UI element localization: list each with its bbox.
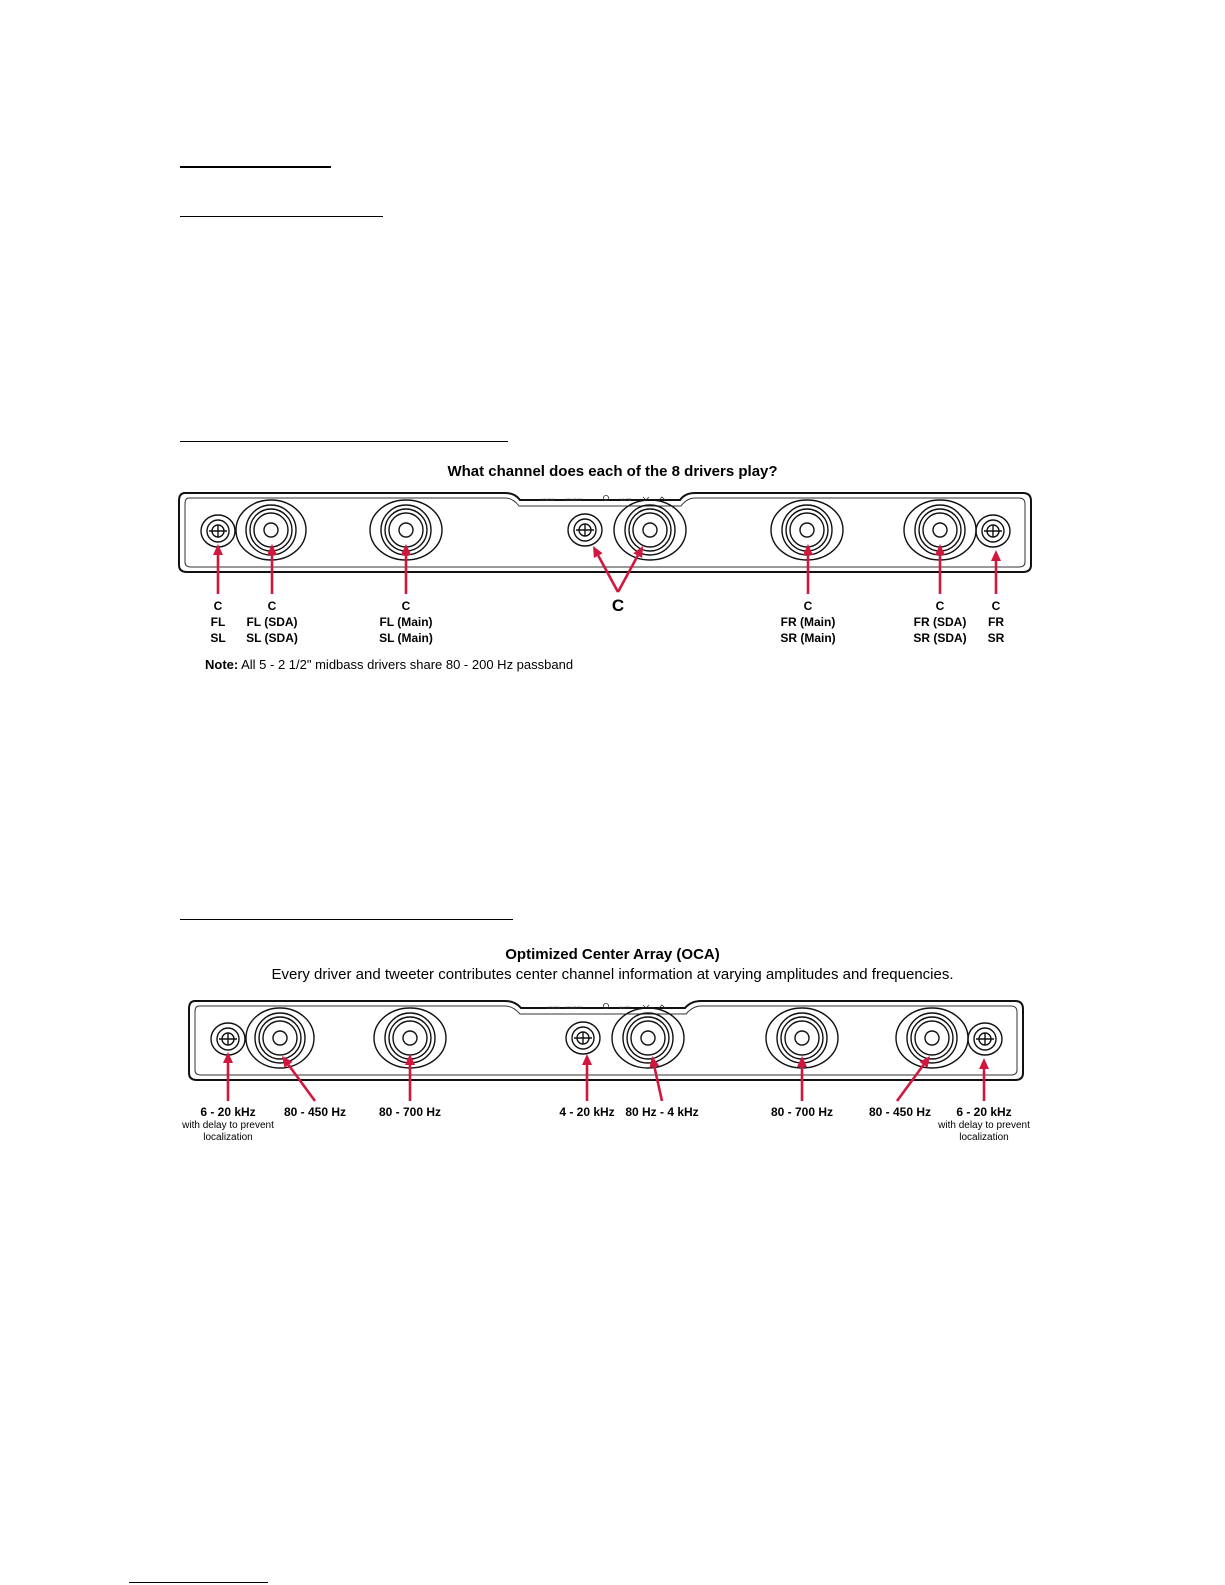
panel-label: LEARN	[547, 1005, 561, 1010]
label-tweeter-center: 4 - 20 kHz	[559, 1105, 615, 1119]
diagram2-arrows	[185, 1046, 1045, 1106]
panel-label: LEARN	[541, 497, 555, 502]
arrow-tweeter-right-2	[979, 1058, 989, 1101]
label-driver-fr-sda: C FR (SDA) SR (SDA)	[913, 599, 967, 645]
arrow-center-tweeter	[593, 546, 618, 592]
diagram1-title: What channel does each of the 8 drivers play?	[447, 463, 778, 480]
heading-rule-3	[180, 441, 508, 442]
diagram2-title: Optimized Center Array (OCA)	[505, 946, 720, 963]
arrow-tweeter-left-2	[223, 1052, 233, 1101]
arrow-center-woofer	[618, 546, 643, 592]
arrow-driver-7	[897, 1056, 930, 1101]
arrow-tweeter-left	[213, 544, 223, 594]
footer-link-rule	[129, 1582, 268, 1583]
panel-label: MUTE	[619, 1005, 631, 1010]
arrow-driver-3	[405, 1054, 415, 1101]
label-tweeter-right-2: 6 - 20 kHz with delay to prevent localization	[938, 1105, 1030, 1143]
panel-label: SOURCE	[565, 1005, 583, 1010]
arrow-driver-fr-main	[803, 544, 813, 594]
label-driver-6: 80 - 700 Hz	[770, 1105, 834, 1119]
arrow-driver-6	[797, 1056, 807, 1101]
label-driver-fl-main: C FL (Main) SL (Main)	[379, 599, 433, 645]
arrow-driver-center	[650, 1056, 662, 1101]
panel-label: MUTE	[620, 497, 632, 502]
label-driver-fr-main: C FR (Main) SR (Main)	[780, 599, 836, 645]
label-driver-3: 80 - 700 Hz	[378, 1105, 442, 1119]
label-driver-fl-sda: C FL (SDA) SL (SDA)	[246, 599, 298, 645]
label-driver-7: 80 - 450 Hz	[868, 1105, 932, 1119]
diagram2-subtitle: Every driver and tweeter contributes center channel information at varying amplitudes and frequencies.	[271, 966, 954, 983]
diagram1-note: Note: All 5 - 2 1/2" midbass drivers share 80 - 200 Hz passband	[205, 657, 574, 672]
label-center: C	[611, 596, 625, 615]
heading-rule-1	[180, 166, 331, 168]
label-driver-center: 80 Hz - 4 kHz	[625, 1105, 699, 1119]
arrow-tweeter-right	[991, 550, 1001, 594]
panel-label: SOURCE	[565, 497, 583, 502]
arrow-driver-fl-main	[401, 544, 411, 594]
label-tweeter-right: C FR SR	[987, 599, 1005, 645]
arrow-driver-fr-sda	[935, 544, 945, 594]
arrow-driver-2	[282, 1056, 315, 1101]
heading-rule-2	[180, 216, 383, 217]
arrow-driver-fl-sda	[267, 544, 277, 594]
label-tweeter-left: C FL SL	[210, 599, 226, 645]
arrow-tweeter-center	[582, 1054, 592, 1101]
heading-rule-4	[180, 919, 513, 920]
label-tweeter-left-2: 6 - 20 kHz with delay to prevent localization	[182, 1105, 274, 1143]
label-driver-2: 80 - 450 Hz	[283, 1105, 347, 1119]
diagram1-arrows	[175, 538, 1035, 608]
